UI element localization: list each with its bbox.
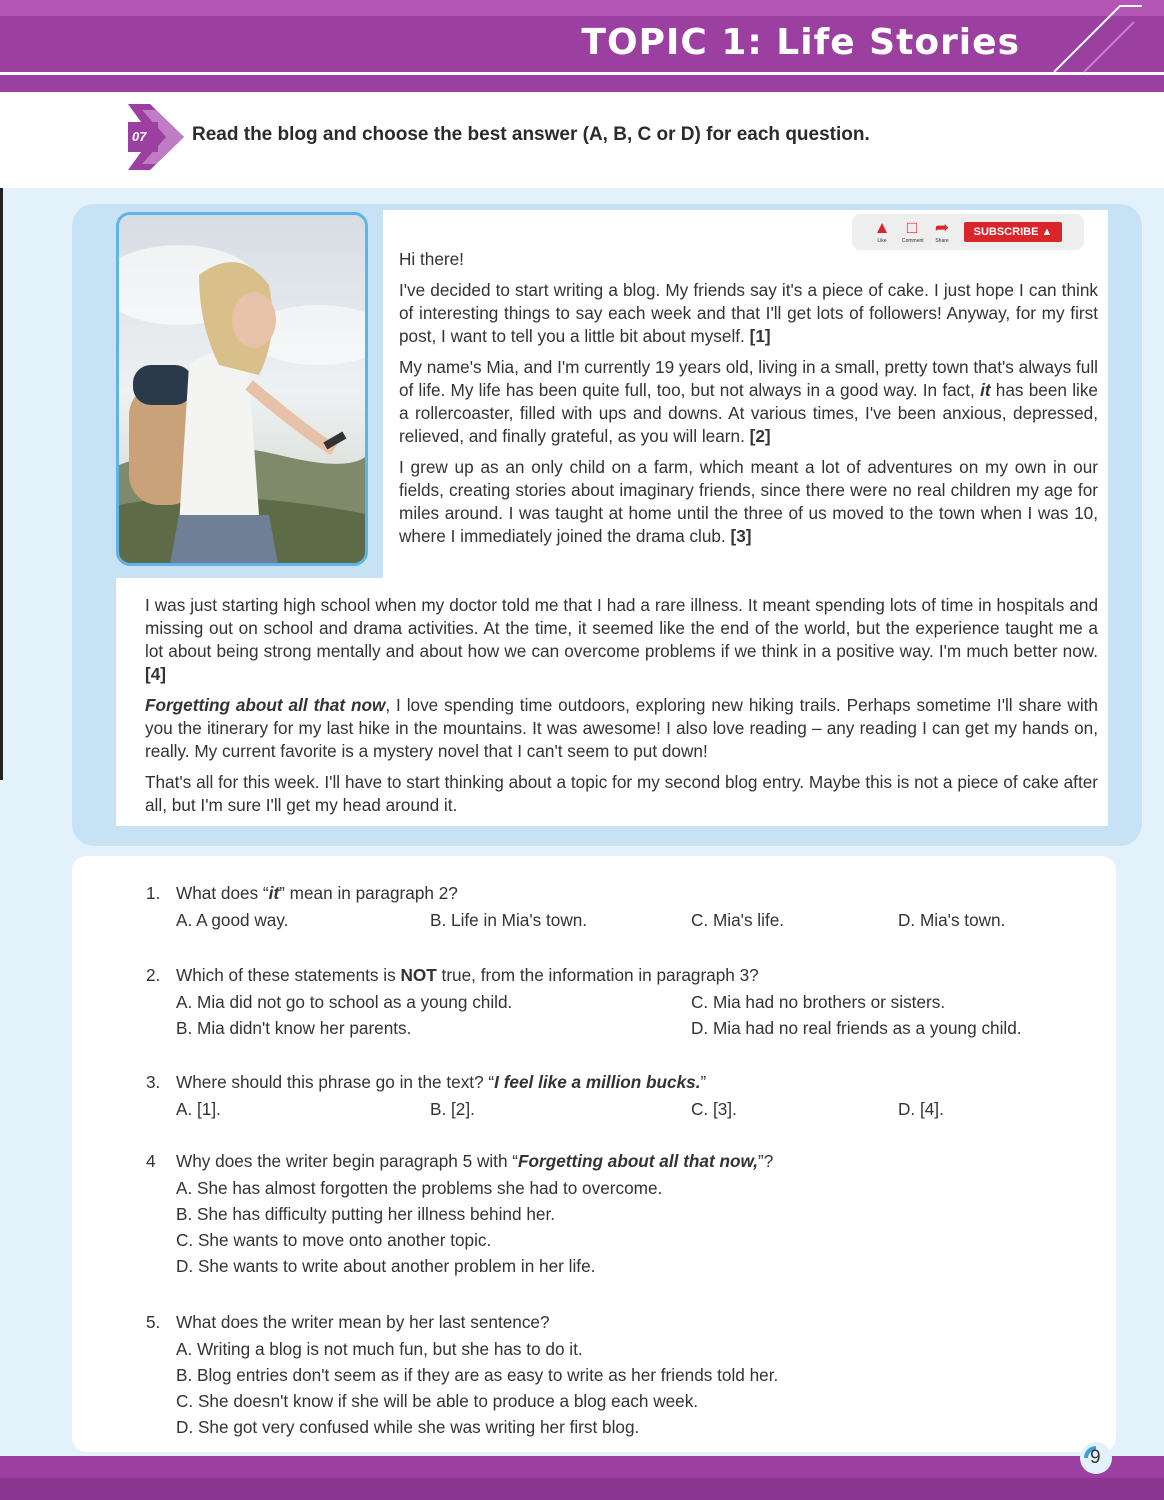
page-footer [0, 1456, 1164, 1500]
question-1 [146, 880, 1106, 930]
option-a[interactable]: A. Writing a blog is not much fun, but she has to do it. [176, 1339, 583, 1359]
like-button[interactable] [872, 218, 892, 244]
page-number-badge [1078, 1440, 1114, 1476]
footer-band [0, 1478, 1164, 1500]
exercise-instruction [128, 104, 1028, 170]
subscribe-label: SUBSCRIBE [973, 226, 1039, 238]
option-c[interactable]: C. Mia had no brothers or sisters. [691, 992, 946, 1012]
share-label: Share [935, 238, 949, 244]
option-d[interactable]: D. She got very confused while she was writing her first blog. [176, 1417, 640, 1437]
option-d[interactable]: D. She wants to write about another problem in her life. [176, 1256, 596, 1276]
option-b[interactable]: B. [2]. [430, 1099, 475, 1119]
question-3 [146, 1069, 1106, 1119]
like-label: Like [877, 238, 887, 244]
option-c[interactable]: C. [3]. [691, 1099, 737, 1119]
share-icon: ➦ [934, 218, 950, 237]
blog-paragraph-1: I've decided to start writing a blog. My friends say it's a piece of cake. I just hope I can think of interesting things to say each week and that I'll get lots of followers! Anyway, for my first post, I want to tell you a little bit about myself. [1] [399, 280, 1098, 346]
option-b[interactable]: B. Mia didn't know her parents. [176, 1018, 412, 1038]
comment-icon: □ [906, 218, 918, 237]
left-margin-line [0, 188, 3, 780]
social-bar [852, 214, 1084, 250]
question-5 [146, 1309, 1106, 1437]
header-decoration-icon [1024, 0, 1164, 92]
question-number: 2. [146, 965, 161, 985]
option-b[interactable]: B. Life in Mia's town. [430, 910, 588, 930]
instruction-text: Read the blog and choose the best answer (A, B, C or D) for each question. [192, 124, 870, 145]
question-stem: What does the writer mean by her last sentence? [176, 1312, 550, 1332]
comment-label: Comment [902, 238, 924, 244]
option-b[interactable]: B. She has difficulty putting her illness behind her. [176, 1204, 555, 1224]
question-number: 1. [146, 883, 161, 903]
option-a[interactable]: A. A good way. [176, 910, 289, 930]
blog-paragraph-6: That's all for this week. I'll have to start thinking about a topic for my second blog entry. Maybe this is not a piece of cake after all, but I'm sure I'll get my head around it. [145, 772, 1098, 815]
comment-button[interactable] [902, 218, 922, 244]
option-d[interactable]: D. Mia's town. [898, 910, 1006, 930]
blog-text-top [399, 248, 1098, 556]
question-number: 5. [146, 1312, 161, 1332]
option-a[interactable]: A. Mia did not go to school as a young child. [176, 992, 513, 1012]
question-stem: What does “it” mean in paragraph 2? [176, 883, 458, 903]
blog-paragraph-2: My name's Mia, and I'm currently 19 years old, living in a small, pretty town that's always full of life. My life has been quite full, too, but not always in a good way. In fact, it has been like a rollercoaster, filled with ups and downs. At various times, I've been anxious, depressed, relieved, and finally grateful, as you will learn. [2] [399, 357, 1098, 446]
option-d[interactable]: D. [4]. [898, 1099, 944, 1119]
blog-paragraph-5: Forgetting about all that now, I love spending time outdoors, exploring new hiking trails. Perhaps sometime I'll share with you the itinerary for my last hike in the mountains. It was awesome! I also love reading – any reading I can get my hands on, really. My current favorite is a mystery novel that I can't seem to put down! [145, 695, 1098, 761]
blog-text-bottom [145, 594, 1098, 825]
header-rule [0, 72, 1164, 75]
bell-icon: ▲ [1041, 226, 1053, 238]
question-number: 3. [146, 1072, 161, 1092]
subscribe-button[interactable] [964, 222, 1062, 242]
question-2 [146, 962, 1106, 1038]
option-c[interactable]: C. She doesn't know if she will be able to produce a blog each week. [176, 1391, 699, 1411]
blogger-photo [116, 212, 368, 566]
question-stem: Where should this phrase go in the text? “I feel like a million bucks.” [176, 1072, 707, 1092]
hiker-girl-image [119, 215, 368, 566]
question-stem: Why does the writer begin paragraph 5 with “Forgetting about all that now,”? [176, 1151, 774, 1171]
option-b[interactable]: B. Blog entries don't seem as if they are as easy to write as her friends told her. [176, 1365, 779, 1385]
header-top-band [0, 0, 1164, 16]
option-c[interactable]: C. Mia's life. [691, 910, 785, 930]
blog-paragraph-3: I grew up as an only child on a farm, which meant a lot of adventures on my own in our fields, creating stories about imaginary friends, since there were no real children my age for miles around. I was taught at home until the three of us moved to the town when I was 10, where I immediately joined the drama club. [3] [399, 457, 1098, 546]
question-stem: Which of these statements is NOT true, from the information in paragraph 3? [176, 965, 759, 985]
share-button[interactable] [932, 218, 952, 244]
blog-paragraph-4: I was just starting high school when my doctor told me that I had a rare illness. It meant spending lots of time in hospitals and missing out on school and drama activities. At the time, it seemed like the end of the world, but the experience taught me a lot about being strong mentally and about how we can overcome problems if we think in a positive way. I'm much better now. [4] [145, 595, 1098, 684]
option-a[interactable]: A. She has almost forgotten the problems she had to overcome. [176, 1178, 663, 1198]
option-a[interactable]: A. [1]. [176, 1099, 221, 1119]
exercise-number: 07 [132, 129, 147, 144]
page-header [0, 0, 1164, 92]
topic-title: TOPIC 1: Life Stories [581, 22, 1020, 63]
question-4 [146, 1148, 1106, 1276]
question-number: 4 [146, 1151, 156, 1171]
blog-greeting: Hi there! [399, 249, 464, 269]
thumbs-up-icon: ▲ [873, 218, 891, 237]
option-d[interactable]: D. Mia had no real friends as a young child. [691, 1018, 1022, 1038]
page-number: 9 [1090, 1447, 1101, 1468]
option-c[interactable]: C. She wants to move onto another topic. [176, 1230, 492, 1250]
